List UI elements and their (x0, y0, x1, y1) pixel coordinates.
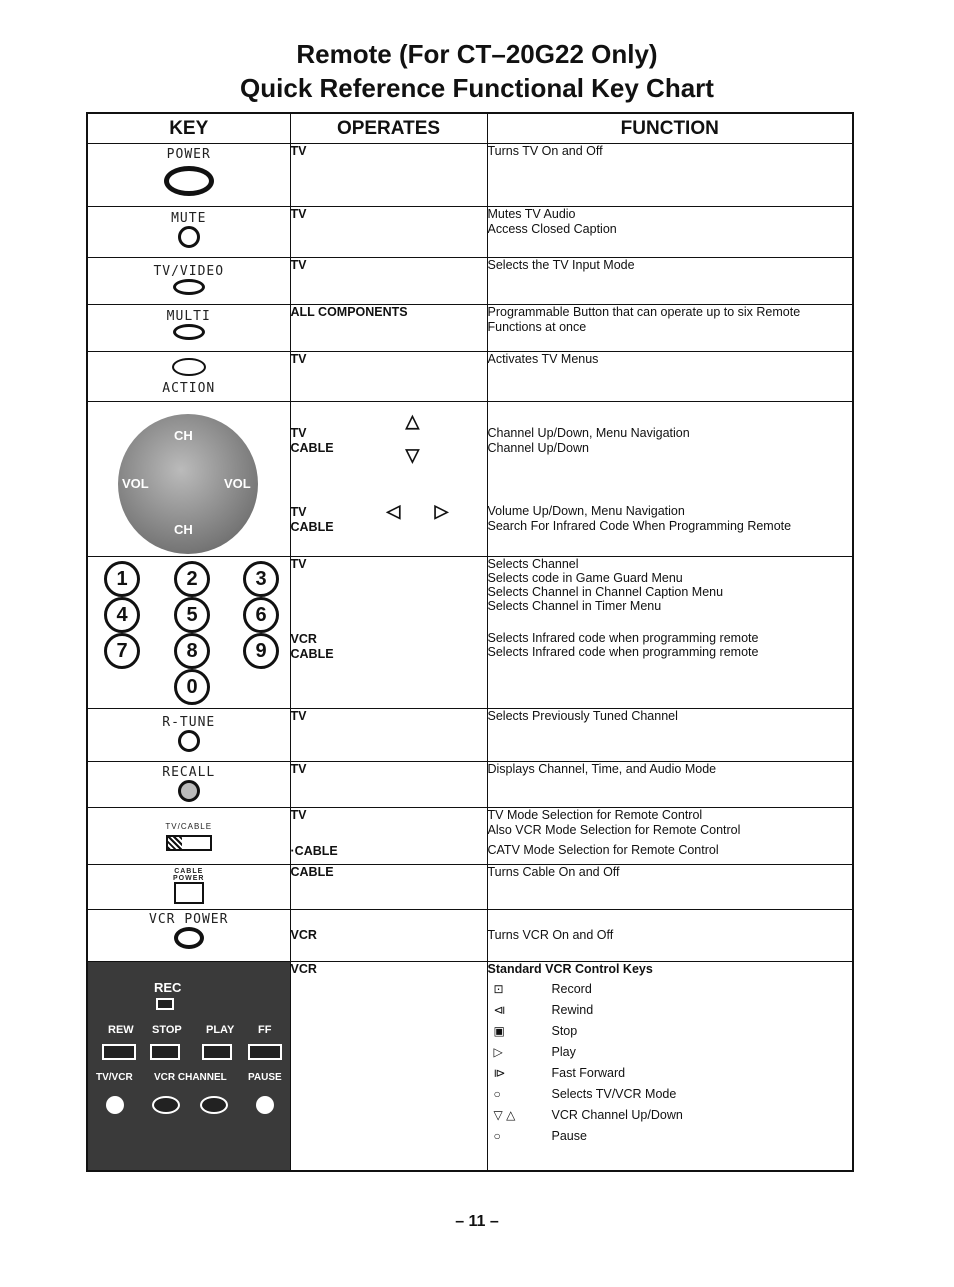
function-cell: Activates TV Menus (487, 352, 853, 402)
vol-left-arrow-icon: ◁ (386, 501, 401, 521)
rec-button-icon (156, 998, 174, 1010)
rew-label: REW (108, 1024, 134, 1036)
rtune-button-icon (178, 730, 200, 752)
function-text: Selects code in Game Guard Menu (487, 571, 683, 585)
key-label: MUTE (171, 211, 207, 226)
play-button-icon (202, 1044, 232, 1060)
function-cell: Selects the TV Input Mode (487, 258, 853, 305)
digit-4-icon: 4 (104, 597, 140, 633)
list-item-text: VCR Channel Up/Down (551, 1107, 683, 1122)
tvvcr-label: TV/VCR (96, 1072, 133, 1083)
list-item-text: Stop (551, 1023, 578, 1038)
operates-cell: VCR (290, 910, 487, 962)
digit-2-icon: 2 (174, 561, 210, 597)
operates-text: CABLE (290, 441, 334, 455)
function-cell (487, 207, 853, 258)
play-icon: ▷ (493, 1044, 503, 1059)
key-label: TV/CABLE (165, 822, 213, 831)
operates-cell (290, 402, 487, 557)
vol-down-label: VOL (122, 476, 149, 491)
list-item (488, 1084, 853, 1105)
digit-6-icon: 6 (243, 597, 279, 633)
function-cell (487, 402, 853, 557)
tvvcr-icon: ○ (493, 1086, 501, 1101)
function-text: Selects Channel (487, 557, 579, 571)
operates-text: TV (290, 505, 307, 519)
key-label: ACTION (162, 381, 216, 396)
table-row-dpad (87, 402, 853, 557)
table-row-numbers (87, 557, 853, 709)
operates-cell: CABLE (290, 865, 487, 910)
table-row-recall (87, 762, 853, 808)
digit-8-icon: 8 (174, 633, 210, 669)
ff-button-icon (248, 1044, 282, 1060)
list-item-text: Play (551, 1044, 576, 1059)
function-cell (487, 557, 853, 709)
ch-up-arrow-icon: △ (405, 411, 420, 431)
page-title-line2: Quick Reference Functional Key Chart (240, 73, 714, 103)
function-cell (487, 808, 853, 865)
operates-cell: TV (290, 207, 487, 258)
function-text: Selects Channel in Timer Menu (487, 599, 662, 613)
pause-label: PAUSE (248, 1072, 282, 1083)
key-label: MULTI (166, 309, 211, 324)
digit-3-icon: 3 (243, 561, 279, 597)
ch-down-arrow-icon: ▽ (405, 445, 420, 465)
key-cell-vcrkeys (87, 962, 290, 1172)
key-label: RECALL (162, 765, 216, 780)
key-label: TV/VIDEO (153, 264, 225, 279)
function-text: Selects Infrared code when programming remote (487, 645, 759, 659)
list-item-text: Selects TV/VCR Mode (551, 1086, 677, 1101)
list-item-text: Record (551, 981, 592, 996)
table-row-tvcable (87, 808, 853, 865)
function-text: Selects Channel in Channel Caption Menu (487, 585, 724, 599)
function-text: Volume Up/Down, Menu Navigation (487, 504, 685, 518)
ch-down-label: CH (174, 522, 193, 537)
table-row-vcrkeys (87, 962, 853, 1172)
list-item (488, 1042, 853, 1063)
operates-cell: VCR (290, 962, 487, 1172)
digit-7-icon: 7 (104, 633, 140, 669)
key-cell-mute (87, 207, 290, 258)
operates-cell: TV (290, 144, 487, 207)
list-item (488, 979, 853, 1000)
vcr-keys-heading: Standard VCR Control Keys (487, 962, 653, 976)
vcrpower-button-icon (174, 927, 204, 949)
function-cell: Programmable Button that can operate up to six Remote Functions at once (487, 305, 853, 352)
list-item (488, 1021, 853, 1042)
rewind-icon: ⧏ (493, 1002, 506, 1017)
key-label: POWER (166, 147, 211, 162)
key-label: VCR POWER (149, 912, 229, 927)
operates-cell: ALL COMPONENTS (290, 305, 487, 352)
header-key: KEY (87, 113, 290, 144)
tvvcr-button-icon (106, 1096, 124, 1114)
operates-text: CABLE (290, 647, 334, 661)
key-cell-multi (87, 305, 290, 352)
table-row-power (87, 144, 853, 207)
function-text: Selects Infrared code when programming remote (487, 631, 759, 645)
ch-up-label: CH (174, 428, 193, 443)
key-cell-power (87, 144, 290, 207)
vcr-channel-down-icon (152, 1096, 180, 1114)
table-row-multi (87, 305, 853, 352)
function-cell: Turns Cable On and Off (487, 865, 853, 910)
cablepower-button-icon (174, 882, 204, 904)
pause-button-icon (256, 1096, 274, 1114)
vcr-control-panel (88, 962, 290, 1170)
header-function: FUNCTION (487, 113, 853, 144)
list-item-text: Fast Forward (551, 1065, 626, 1080)
operates-text: TV (290, 557, 307, 571)
operates-text: TV (290, 808, 307, 822)
key-cell-recall (87, 762, 290, 808)
tvcable-switch-icon (166, 835, 212, 851)
list-item (488, 1126, 853, 1147)
key-cell-cablepower (87, 865, 290, 910)
digit-9-icon: 9 (243, 633, 279, 669)
table-row-tvvideo (87, 258, 853, 305)
list-item-text: Pause (551, 1128, 587, 1143)
number-keypad (88, 557, 290, 707)
key-cell-action (87, 352, 290, 402)
digit-5-icon: 5 (174, 597, 210, 633)
function-text: Search For Infrared Code When Programming Remote (487, 518, 792, 533)
list-item-text: Rewind (551, 1002, 594, 1017)
operates-cell: TV (290, 762, 487, 808)
function-cell: Selects Previously Tuned Channel (487, 709, 853, 762)
operates-text: TV (290, 426, 307, 440)
key-label: R-TUNE (162, 715, 216, 730)
table-row-action (87, 352, 853, 402)
vol-right-arrow-icon: ▷ (434, 501, 449, 521)
recall-button-icon (178, 780, 200, 802)
stop-button-icon (150, 1044, 180, 1060)
power-button-icon (164, 166, 214, 196)
digit-1-icon: 1 (104, 561, 140, 597)
mute-button-icon (178, 226, 200, 248)
key-label: POWER (173, 875, 205, 882)
operates-text: CABLE (290, 520, 334, 534)
function-text: Channel Up/Down, Menu Navigation (487, 426, 690, 440)
key-cell-tvvideo (87, 258, 290, 305)
function-cell: Turns TV On and Off (487, 144, 853, 207)
page-title-line1: Remote (For CT–20G22 Only) (296, 39, 658, 69)
fast-forward-icon: ⧐ (493, 1065, 506, 1080)
play-label: PLAY (206, 1024, 235, 1036)
stop-label: STOP (152, 1024, 182, 1036)
multi-button-icon (173, 324, 205, 340)
rec-label: REC (154, 980, 182, 995)
key-cell-numbers (87, 557, 290, 709)
function-cell: Turns VCR On and Off (487, 910, 853, 962)
function-cell: Displays Channel, Time, and Audio Mode (487, 762, 853, 808)
key-cell-vcrpower (87, 910, 290, 962)
table-row-vcrpower (87, 910, 853, 962)
key-cell-tvcable (87, 808, 290, 865)
operates-cell: TV (290, 352, 487, 402)
function-text: Channel Up/Down (487, 440, 589, 455)
ff-label: FF (258, 1024, 272, 1036)
operates-text: ·CABLE (290, 844, 338, 858)
rew-button-icon (102, 1044, 136, 1060)
digit-0-icon: 0 (174, 669, 210, 705)
operates-cell (290, 557, 487, 709)
table-row-cablepower (87, 865, 853, 910)
function-text: Mutes TV Audio (487, 207, 576, 221)
key-label: CABLE (174, 868, 204, 875)
channel-volume-pad-icon (118, 414, 258, 554)
page-number: – 11 – (455, 1213, 499, 1230)
header-row (87, 113, 853, 144)
header-operates: OPERATES (290, 113, 487, 144)
operates-text: VCR (290, 632, 317, 646)
vcrchannel-label: VCR CHANNEL (154, 1072, 227, 1083)
key-chart-table (86, 112, 854, 1172)
vcr-channel-up-icon (200, 1096, 228, 1114)
key-cell-rtune (87, 709, 290, 762)
vol-up-label: VOL (224, 476, 251, 491)
key-cell-dpad (87, 402, 290, 557)
tvvideo-button-icon (173, 279, 205, 295)
function-text: CATV Mode Selection for Remote Control (487, 843, 719, 857)
table-row-rtune (87, 709, 853, 762)
table-row-mute (87, 207, 853, 258)
operates-cell (290, 808, 487, 865)
function-text: TV Mode Selection for Remote Control (487, 808, 703, 822)
record-icon: ⊡ (493, 981, 504, 996)
list-item (488, 1000, 853, 1021)
list-item (488, 1105, 853, 1126)
vcr-channel-icon: ▽ △ (493, 1107, 516, 1122)
operates-cell: TV (290, 709, 487, 762)
function-text: Access Closed Caption (487, 221, 617, 236)
pause-icon: ○ (493, 1128, 501, 1143)
operates-cell: TV (290, 258, 487, 305)
stop-icon: ▣ (493, 1023, 505, 1038)
action-button-icon (172, 358, 206, 376)
function-cell (487, 962, 853, 1172)
list-item (488, 1063, 853, 1084)
function-text: Also VCR Mode Selection for Remote Control (487, 822, 741, 837)
